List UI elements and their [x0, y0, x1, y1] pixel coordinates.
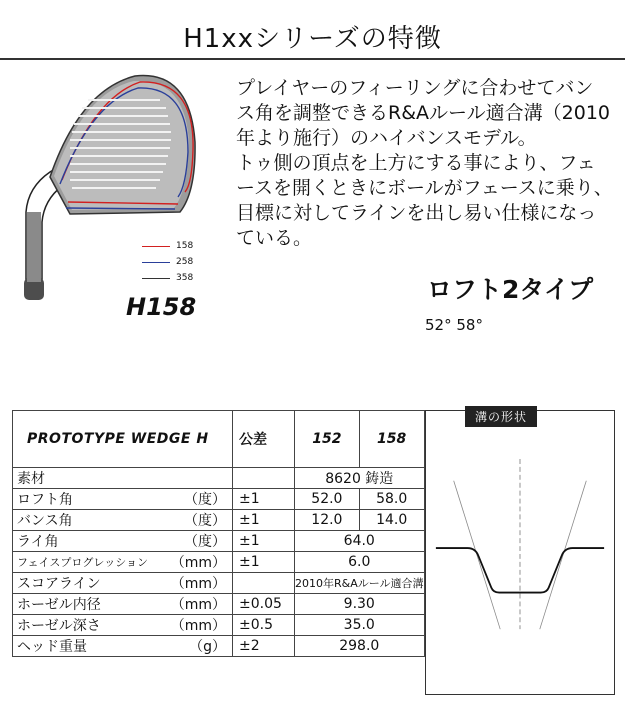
row-tolerance: ±0.05 — [233, 594, 295, 615]
spec-table — [12, 410, 425, 657]
description — [236, 76, 616, 251]
description-line: トゥ側の頂点を上方にする事により、フェ — [236, 152, 596, 174]
header-tolerance: 公差 — [233, 411, 295, 468]
model-label: H158 — [126, 293, 197, 321]
table-row — [13, 636, 425, 657]
row-name: ロフト角 — [13, 489, 165, 510]
row-value-158: 58.0 — [359, 489, 424, 510]
table-row — [13, 510, 425, 531]
description-line: ている。 — [236, 227, 313, 249]
legend-item — [142, 270, 193, 286]
legend-item — [142, 254, 193, 270]
row-value: 298.0 — [295, 636, 425, 657]
table-row — [13, 594, 425, 615]
wedge-head-illustration — [10, 72, 204, 324]
legend-label: 258 — [176, 257, 194, 267]
row-value: 8620 鋳造 — [295, 468, 425, 489]
row-value: 9.30 — [295, 594, 425, 615]
row-tolerance — [233, 468, 295, 489]
groove-shape-diagram — [425, 410, 615, 695]
row-value-158: 14.0 — [359, 510, 424, 531]
row-tolerance: ±1 — [233, 531, 295, 552]
row-tolerance — [233, 573, 295, 594]
page-title: H1xxシリーズの特徴 — [183, 24, 442, 54]
row-name: スコアライン — [13, 573, 165, 594]
header-product — [13, 411, 233, 468]
row-name: ライ角 — [13, 531, 165, 552]
row-name: フェイスプログレッション — [13, 552, 165, 573]
row-unit: （度） — [164, 489, 233, 510]
table-row — [13, 489, 425, 510]
legend-swatch-258 — [142, 262, 170, 263]
product-name: PROTOTYPE WEDGE H — [27, 431, 209, 447]
table-row — [13, 552, 425, 573]
title-divider — [0, 58, 625, 60]
header-col-158: 158 — [359, 411, 424, 468]
table-row — [13, 531, 425, 552]
row-unit — [164, 468, 233, 489]
row-name: ホーゼル深さ — [13, 615, 165, 636]
groove-diagram-label: 溝の形状 — [465, 406, 537, 427]
row-unit: （mm） — [164, 615, 233, 636]
row-name: 素材 — [13, 468, 165, 489]
description-line: プレイヤーのフィーリングに合わせてバン — [236, 77, 594, 99]
legend-label: 158 — [176, 241, 194, 251]
row-tolerance: ±1 — [233, 489, 295, 510]
row-tolerance: ±1 — [233, 552, 295, 573]
row-unit: （度） — [164, 531, 233, 552]
legend-swatch-158 — [142, 246, 170, 247]
row-tolerance: ±2 — [233, 636, 295, 657]
table-row — [13, 468, 425, 489]
loft-angles: 52° 58° — [425, 316, 483, 334]
row-unit: （mm） — [164, 573, 233, 594]
row-value: 6.0 — [295, 552, 425, 573]
row-unit: （度） — [164, 510, 233, 531]
row-value: 35.0 — [295, 615, 425, 636]
legend-item — [142, 238, 193, 254]
row-name: バンス角 — [13, 510, 165, 531]
description-line: ースを開くときにボールがフェースに乗り、 — [236, 177, 613, 199]
row-value-152: 52.0 — [295, 489, 360, 510]
row-unit: （mm） — [164, 552, 233, 573]
legend-swatch-358 — [142, 278, 170, 279]
row-value: 64.0 — [295, 531, 425, 552]
loft-type-heading: ロフト2タイプ — [427, 275, 594, 304]
description-line: 年より施行）のハイバンスモデル。 — [236, 127, 537, 149]
table-row — [13, 615, 425, 636]
row-name: ヘッド重量 — [13, 636, 165, 657]
header-col-152: 152 — [295, 411, 360, 468]
row-unit: （g） — [164, 636, 233, 657]
table-header-row — [13, 411, 425, 468]
legend-label: 358 — [176, 273, 194, 283]
row-tolerance: ±1 — [233, 510, 295, 531]
profile-legend — [142, 238, 193, 286]
row-value: 2010年R&Aルール適合溝 — [295, 573, 425, 594]
row-unit: （mm） — [164, 594, 233, 615]
row-name: ホーゼル内径 — [13, 594, 165, 615]
row-tolerance: ±0.5 — [233, 615, 295, 636]
description-line: 目標に対してラインを出し易い仕様になっ — [236, 202, 597, 224]
row-value-152: 12.0 — [295, 510, 360, 531]
table-row — [13, 573, 425, 594]
description-line: ス角を調整できるR&Aルール適合溝（2010 — [236, 102, 610, 124]
